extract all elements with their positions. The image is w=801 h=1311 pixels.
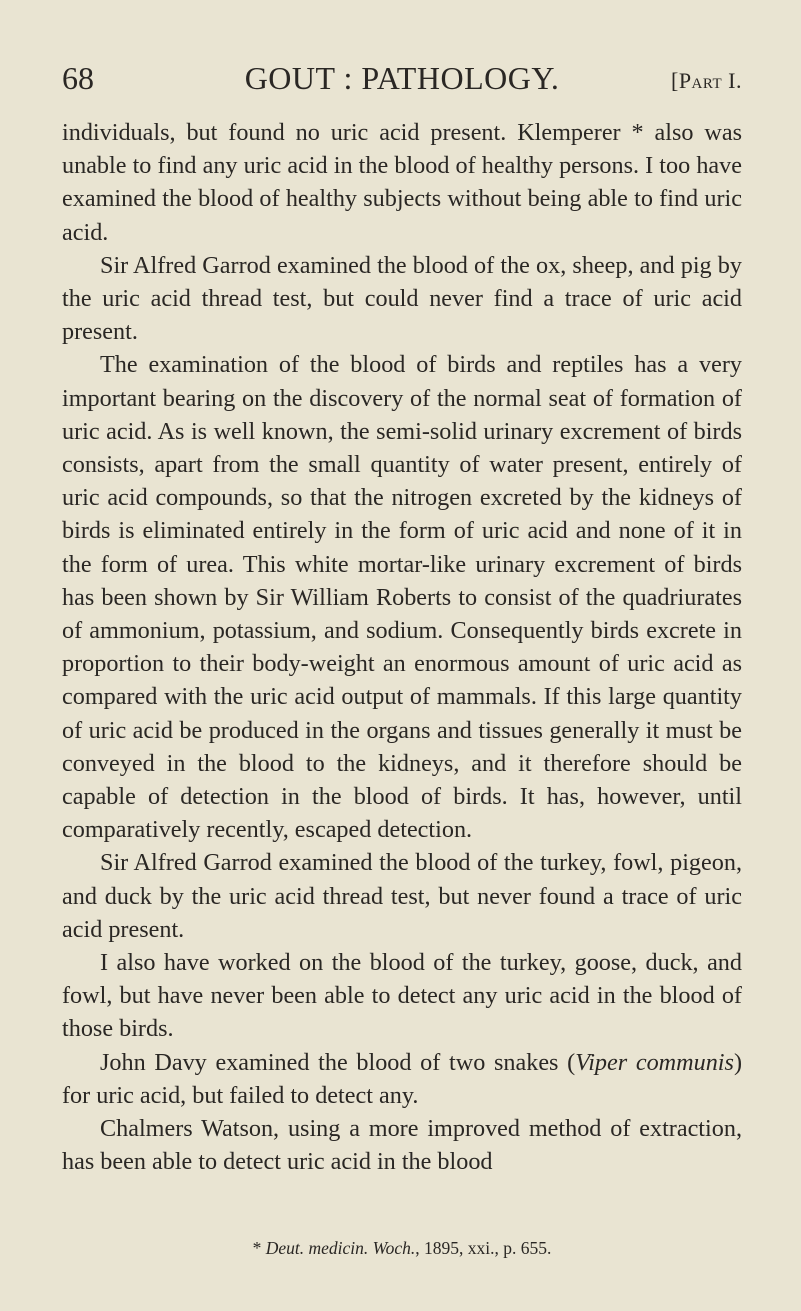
paragraph-birds-reptiles: The examination of the blood of birds and reptiles has a very important bearing on the discovery of the normal seat of formation of uric acid. As is well known, the semi-solid urinary excrement of birds consists, apart from the small quantity of water present, entirely of uric acid compounds, so that the nitrogen excreted by the kidneys of birds is eliminated entirely in the form of uric acid and none of it in the form of urea. This white mortar-like urinary excrement of birds has been shown by Sir William Roberts to consist of the quadriurates of ammonium, potassium, and sodium. Consequently birds excrete in proportion to their body-weight an enormous amount of uric acid as compared with the uric acid output of mammals. If this large quantity of uric acid be produced in the organs and tissues generally it must be conveyed in the blood to the kidneys, and it therefore should be capable of detection in the blood of birds. It has, however, until comparatively recently, escaped detection.	[62, 351, 742, 844]
paragraph-continuation: individuals, but found no uric acid present. Klemperer * also was unable to find any uric acid in the blood of healthy persons. I too have examined the blood of healthy subjects without being able to find uric acid.	[62, 119, 742, 246]
davy-text-after: ) for uric acid, but failed to detect any.	[62, 1048, 742, 1109]
part-label: [Part I.	[671, 68, 742, 93]
paragraph-chalmers-watson: Chalmers Watson, using a more improved method of extraction, has been able to detect uric acid in the blood	[62, 1115, 742, 1176]
footnote-source: Deut. medicin. Woch.	[265, 1238, 416, 1258]
footnote-details: , 1895, xxi., p. 655.	[415, 1238, 552, 1258]
paragraph-author-birds: I also have worked on the blood of the turkey, goose, duck, and fowl, but have never been able to detect any uric acid in the blood of those birds.	[62, 949, 742, 1043]
running-head	[62, 58, 742, 102]
paragraph-davy-snakes	[62, 1046, 742, 1112]
page-number: 68	[62, 60, 94, 96]
running-title: GOUT : PATHOLOGY.	[244, 60, 560, 96]
body-text	[62, 116, 742, 1179]
footnote-marker: *	[252, 1238, 266, 1258]
paragraph-garrod-turkey: Sir Alfred Garrod examined the blood of the turkey, fowl, pigeon, and duck by the uric acid thread test, but never found a trace of uric acid present.	[62, 849, 742, 943]
paragraph-garrod-ox: Sir Alfred Garrod examined the blood of the ox, sheep, and pig by the uric acid thread test, but could never find a trace of uric acid present.	[62, 251, 742, 346]
species-name: Viper communis	[575, 1048, 734, 1076]
davy-text-before: John Davy examined the blood of two snakes (	[100, 1048, 576, 1076]
footnote	[62, 1236, 742, 1260]
